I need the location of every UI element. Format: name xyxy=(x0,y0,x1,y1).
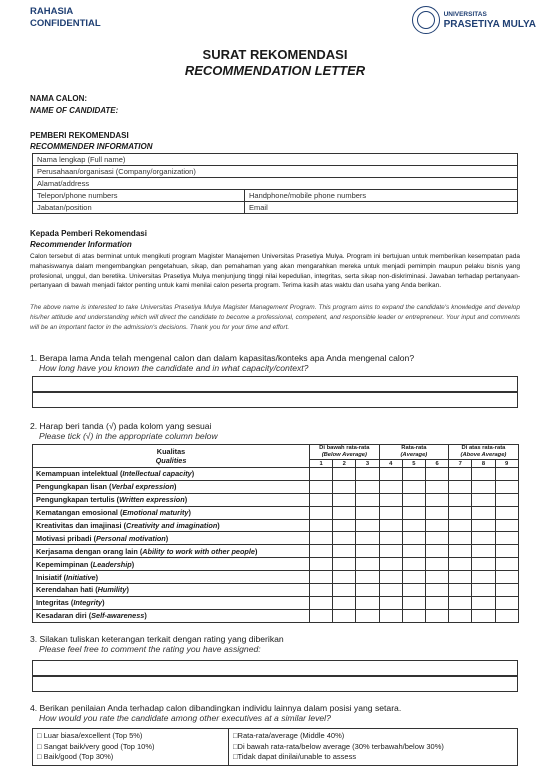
quality-label-en: Creativity and imagination xyxy=(126,521,218,530)
rating-checkbox-cell[interactable] xyxy=(356,519,379,532)
scale-number: 1 xyxy=(310,460,333,468)
rating-checkbox-cell[interactable] xyxy=(449,480,472,493)
scale-number: 2 xyxy=(333,460,356,468)
below-average-label: Di bawah rata-rata xyxy=(319,445,370,451)
rating-checkbox-cell[interactable] xyxy=(356,596,379,609)
position-field[interactable]: Jabatan/position xyxy=(33,202,245,214)
rating-checkbox-cell[interactable] xyxy=(333,558,356,571)
rating-checkbox-cell[interactable] xyxy=(402,584,425,597)
question-2-text-en: Please tick (√) in the appropriate column below xyxy=(39,431,218,441)
rating-checkbox-cell[interactable] xyxy=(425,558,448,571)
rating-checkbox-cell[interactable] xyxy=(495,558,518,571)
quality-label-id: Kreativitas dan imajinasi xyxy=(36,521,122,530)
rating-checkbox-cell[interactable] xyxy=(425,584,448,597)
scale-number: 8 xyxy=(472,460,495,468)
rating-checkbox-cell[interactable] xyxy=(425,596,448,609)
rating-checkbox-cell[interactable] xyxy=(333,532,356,545)
quality-label: Kerjasama dengan orang lain (Ability to work with other people) xyxy=(33,545,310,558)
question-2 xyxy=(30,421,218,441)
rating-checkbox-cell[interactable] xyxy=(310,519,333,532)
rating-checkbox-cell[interactable] xyxy=(449,596,472,609)
option-below-average[interactable]: □Di bawah rata-rata/below average (30% terbawah/below 30%) xyxy=(233,741,444,751)
page-title-en: RECOMMENDATION LETTER xyxy=(184,63,366,78)
question-3-answer-box-1[interactable] xyxy=(32,660,518,676)
confidential-label xyxy=(30,6,101,30)
rating-checkbox-cell[interactable] xyxy=(425,519,448,532)
rating-checkbox-cell[interactable] xyxy=(472,480,495,493)
scale-number: 4 xyxy=(379,460,402,468)
rating-options-right xyxy=(229,729,518,766)
rating-checkbox-cell[interactable] xyxy=(310,545,333,558)
quality-label-en: Integrity xyxy=(73,598,103,608)
rating-checkbox-cell[interactable] xyxy=(356,480,379,493)
rating-checkbox-cell[interactable] xyxy=(449,506,472,519)
above-average-label-en: (Above Average) xyxy=(460,452,507,458)
rating-checkbox-cell[interactable] xyxy=(356,532,379,545)
rating-checkbox-cell[interactable] xyxy=(425,571,448,584)
rating-checkbox-cell[interactable] xyxy=(472,532,495,545)
option-good[interactable]: □ Baik/good (Top 30%) xyxy=(37,752,114,761)
rating-checkbox-cell[interactable] xyxy=(472,571,495,584)
rating-checkbox-cell[interactable] xyxy=(472,545,495,558)
option-average[interactable]: □Rata-rata/average (Middle 40%) xyxy=(233,731,345,740)
rating-checkbox-cell[interactable] xyxy=(379,468,402,481)
below-average-header xyxy=(310,445,380,460)
quality-label: Kerendahan hati (Humility) xyxy=(33,584,310,597)
rating-checkbox-cell[interactable] xyxy=(402,609,425,622)
question-1-answer-box-2[interactable] xyxy=(32,392,518,408)
recommender-info-table xyxy=(32,153,518,214)
rating-checkbox-cell[interactable] xyxy=(379,571,402,584)
intro-paragraph: Calon tersebut di atas berminat untuk mengikuti program Magister Manajemen Universitas Prasetiya Mulya. Program ini bertujuan untuk memberikan kesempatan pada mahasiswanya dalam mengembangkan pengetahuan, sikap, dan pemahaman yang akan mengarahkan mereka untuk menjadi pemimpin maupun pelaku bisnis yang profesional, unggul, dan beretika. Universitas Prasetiya Mulya menjunjung tinggi nilai kepedulian, integritas, serta sikap non-diskriminasi. Jawaban terhadap pertanyaan-pertanyaan di bawah menjadi faktor penting untuk kami menilai calon peserta program. Terima kasih atas waktu dan usaha yang Anda berikan. xyxy=(30,253,520,290)
quality-label-en: Humility xyxy=(97,585,127,595)
rating-checkbox-cell[interactable] xyxy=(495,532,518,545)
rating-checkbox-cell[interactable] xyxy=(310,558,333,571)
quality-label-id: Kemampuan intelektual xyxy=(36,469,118,479)
rating-checkbox-cell[interactable] xyxy=(449,609,472,622)
rating-checkbox-cell[interactable] xyxy=(310,584,333,597)
rating-checkbox-cell[interactable] xyxy=(425,480,448,493)
question-1-answer-box-1[interactable] xyxy=(32,376,518,392)
rating-checkbox-cell[interactable] xyxy=(379,519,402,532)
quality-label-en: Ability to work with other people xyxy=(142,546,255,556)
intro-heading: Kepada Pemberi Rekomendasi xyxy=(30,229,147,238)
rating-checkbox-cell[interactable] xyxy=(402,558,425,571)
rating-checkbox-cell[interactable] xyxy=(333,519,356,532)
quality-label-id: Pengungkapan tertulis xyxy=(36,495,115,505)
scale-number: 6 xyxy=(425,460,448,468)
quality-label-en: Leadership xyxy=(92,559,132,569)
rating-checkbox-cell[interactable] xyxy=(449,468,472,481)
quality-label: Pengungkapan lisan (Verbal expression) xyxy=(33,480,310,493)
rating-checkbox-cell[interactable] xyxy=(356,468,379,481)
rating-checkbox-cell[interactable] xyxy=(310,596,333,609)
page-title: SURAT REKOMENDASI xyxy=(202,47,348,62)
quality-row xyxy=(33,545,519,558)
quality-label: Motivasi pribadi (Personal motivation) xyxy=(33,532,310,545)
question-4 xyxy=(30,703,401,723)
rating-checkbox-cell[interactable] xyxy=(425,506,448,519)
average-label-en: (Average) xyxy=(400,452,428,458)
quality-row xyxy=(33,532,519,545)
full-name-field[interactable]: Nama lengkap (Full name) xyxy=(33,154,518,166)
logo-line-1: UNIVERSITAS xyxy=(443,10,487,18)
rating-checkbox-cell[interactable] xyxy=(449,545,472,558)
quality-label-en: Intellectual capacity xyxy=(122,469,192,479)
above-average-label: Di atas rata-rata xyxy=(461,445,506,451)
rating-checkbox-cell[interactable] xyxy=(495,609,518,622)
quality-label-id: Kepemimpinan xyxy=(36,559,89,569)
quality-row xyxy=(33,506,519,519)
rating-checkbox-cell[interactable] xyxy=(379,558,402,571)
rating-checkbox-cell[interactable] xyxy=(379,584,402,597)
rating-checkbox-cell[interactable] xyxy=(402,506,425,519)
question-1-text: 1. Berapa lama Anda telah mengenal calon dan dalam kapasitas/konteks apa Anda mengenal calon? xyxy=(30,353,415,363)
question-4-text: 4. Berikan penilaian Anda terhadap calon dibandingkan individu lainnya dalam posisi yang setara. xyxy=(30,703,402,713)
rating-checkbox-cell[interactable] xyxy=(356,584,379,597)
phone-field[interactable]: Telepon/phone numbers xyxy=(33,190,245,202)
rating-checkbox-cell[interactable] xyxy=(472,519,495,532)
quality-row xyxy=(33,493,519,506)
rating-checkbox-cell[interactable] xyxy=(333,480,356,493)
rating-checkbox-cell[interactable] xyxy=(333,609,356,622)
option-excellent[interactable]: □ Luar biasa/excellent (Top 5%) xyxy=(37,731,143,740)
quality-label: Kematangan emosional (Emotional maturity) xyxy=(33,506,310,519)
rating-checkbox-cell[interactable] xyxy=(472,468,495,481)
rating-checkbox-cell[interactable] xyxy=(402,571,425,584)
quality-label: Pengungkapan tertulis (Written expression) xyxy=(33,493,310,506)
recommender-label: PEMBERI REKOMENDASI xyxy=(30,131,129,140)
rating-checkbox-cell[interactable] xyxy=(425,532,448,545)
quality-row xyxy=(33,468,519,481)
scale-number: 7 xyxy=(449,460,472,468)
quality-label-id: Kerendahan hati xyxy=(36,585,94,595)
logo-line-2: PRASETIYA MULYA xyxy=(443,18,536,30)
quality-label-en: Emotional maturity xyxy=(122,508,189,518)
quality-label-id: Kerjasama dengan orang lain xyxy=(36,546,138,556)
quality-label: Kepemimpinan (Leadership) xyxy=(33,558,310,571)
question-3-text-en: Please feel free to comment the rating you have assigned: xyxy=(39,644,261,654)
rating-checkbox-cell[interactable] xyxy=(333,468,356,481)
rating-checkbox-cell[interactable] xyxy=(379,545,402,558)
rating-checkbox-cell[interactable] xyxy=(449,493,472,506)
rating-checkbox-cell[interactable] xyxy=(495,493,518,506)
rating-checkbox-cell[interactable] xyxy=(495,519,518,532)
scale-number: 9 xyxy=(495,460,518,468)
rating-checkbox-cell[interactable] xyxy=(402,480,425,493)
candidate-label-en: NAME OF CANDIDATE: xyxy=(30,106,119,115)
rating-checkbox-cell[interactable] xyxy=(379,609,402,622)
address-field[interactable]: Alamat/address xyxy=(33,178,518,190)
quality-label-id: Kematangan emosional xyxy=(36,508,118,518)
quality-label: Inisiatif (Initiative) xyxy=(33,571,310,584)
university-logo xyxy=(412,6,536,34)
email-field[interactable]: Email xyxy=(245,202,518,214)
rating-checkbox-cell[interactable] xyxy=(379,480,402,493)
university-seal-icon xyxy=(412,6,440,34)
rating-checkbox-cell[interactable] xyxy=(472,596,495,609)
average-header xyxy=(379,445,449,460)
rating-checkbox-cell[interactable] xyxy=(333,584,356,597)
confidential-label-en: CONFIDENTIAL xyxy=(30,18,101,29)
qualities-header xyxy=(33,445,310,468)
rating-checkbox-cell[interactable] xyxy=(356,506,379,519)
above-average-header xyxy=(449,445,519,460)
rating-checkbox-cell[interactable] xyxy=(472,493,495,506)
quality-label: Kesadaran diri (Self-awareness) xyxy=(33,609,310,622)
rating-checkbox-cell[interactable] xyxy=(379,532,402,545)
rating-checkbox-cell[interactable] xyxy=(356,545,379,558)
scale-number: 5 xyxy=(402,460,425,468)
rating-checkbox-cell[interactable] xyxy=(379,596,402,609)
rating-checkbox-cell[interactable] xyxy=(402,545,425,558)
quality-label-en: Written expression xyxy=(119,495,185,505)
quality-label-en: Self-awareness xyxy=(91,611,145,621)
rating-checkbox-cell[interactable] xyxy=(310,609,333,622)
quality-label: Kreativitas dan imajinasi (Creativity and imagination) xyxy=(33,519,310,532)
rating-checkbox-cell[interactable] xyxy=(449,558,472,571)
question-3-text: 3. Silakan tuliskan keterangan terkait dengan rating yang diberikan xyxy=(30,634,284,644)
quality-label-en: Verbal expression xyxy=(111,482,175,492)
rating-checkbox-cell[interactable] xyxy=(333,545,356,558)
qualities-header-en: Qualities xyxy=(155,456,187,465)
quality-label-id: Inisiatif xyxy=(36,572,62,582)
rating-checkbox-cell[interactable] xyxy=(310,468,333,481)
question-3-answer-box-2[interactable] xyxy=(32,676,518,692)
rating-checkbox-cell[interactable] xyxy=(402,532,425,545)
rating-checkbox-cell[interactable] xyxy=(472,506,495,519)
rating-checkbox-cell[interactable] xyxy=(472,558,495,571)
rating-checkbox-cell[interactable] xyxy=(425,609,448,622)
rating-checkbox-cell[interactable] xyxy=(402,493,425,506)
quality-label-id: Kesadaran diri xyxy=(36,611,87,621)
quality-label: Integritas (Integrity) xyxy=(33,596,310,609)
quality-row xyxy=(33,558,519,571)
intro-paragraph-en: The above name is interested to take Universitas Prasetiya Mulya Magister Management Program. This program aims to expand the candidate's knowledge and develop his/her attitude and understanding which will direct the candidate to become a professional, competent, and responsible leader or entrepreneur. Your input and comments will be an important factor in the admission's decisions. Thank you for your time and effort. xyxy=(30,304,520,331)
quality-label-id: Motivasi pribadi xyxy=(36,533,92,543)
rating-checkbox-cell[interactable] xyxy=(449,532,472,545)
rating-checkbox-cell[interactable] xyxy=(333,506,356,519)
quality-row xyxy=(33,519,519,532)
rating-checkbox-cell[interactable] xyxy=(356,571,379,584)
rating-checkbox-cell[interactable] xyxy=(356,609,379,622)
rating-checkbox-cell[interactable] xyxy=(425,468,448,481)
rating-checkbox-cell[interactable] xyxy=(402,596,425,609)
rating-checkbox-cell[interactable] xyxy=(472,609,495,622)
quality-row xyxy=(33,584,519,597)
question-3 xyxy=(30,634,284,654)
rating-checkbox-cell[interactable] xyxy=(379,506,402,519)
quality-label: Kemampuan intelektual (Intellectual capacity) xyxy=(33,468,310,481)
rating-checkbox-cell[interactable] xyxy=(495,480,518,493)
rating-options-left xyxy=(33,729,229,766)
below-average-label-en: (Below Average) xyxy=(321,452,367,458)
rating-checkbox-cell[interactable] xyxy=(310,493,333,506)
rating-checkbox-cell[interactable] xyxy=(402,468,425,481)
quality-row xyxy=(33,596,519,609)
rating-checkbox-cell[interactable] xyxy=(495,571,518,584)
question-4-text-en: How would you rate the candidate among other executives at a similar level? xyxy=(39,713,331,723)
rating-checkbox-cell[interactable] xyxy=(495,584,518,597)
average-label: Rata-rata xyxy=(401,445,427,451)
scale-number: 3 xyxy=(356,460,379,468)
question-1 xyxy=(30,353,414,373)
company-field[interactable]: Perusahaan/organisasi (Company/organization) xyxy=(33,166,518,178)
rating-checkbox-cell[interactable] xyxy=(472,584,495,597)
rating-checkbox-cell[interactable] xyxy=(310,571,333,584)
quality-label-en: Personal motivation xyxy=(96,533,166,543)
option-very-good[interactable]: □ Sangat baik/very good (Top 10%) xyxy=(37,741,155,751)
rating-checkbox-cell[interactable] xyxy=(449,519,472,532)
qualities-rating-table xyxy=(32,444,519,623)
rating-checkbox-cell[interactable] xyxy=(495,596,518,609)
rating-checkbox-cell[interactable] xyxy=(333,571,356,584)
confidential-label-id: RAHASIA xyxy=(30,6,74,17)
quality-label-id: Integritas xyxy=(36,598,69,608)
question-1-text-en: How long have you known the candidate and in what capacity/context? xyxy=(39,363,309,373)
rating-checkbox-cell[interactable] xyxy=(310,532,333,545)
qualities-header-id: Kualitas xyxy=(156,447,186,456)
quality-row xyxy=(33,571,519,584)
candidate-label: NAMA CALON: xyxy=(30,94,88,103)
rating-options-table xyxy=(32,728,518,766)
quality-label-id: Pengungkapan lisan xyxy=(36,482,107,492)
recommender-label-en: RECOMMENDER INFORMATION xyxy=(30,142,153,151)
intro-heading-en: Recommender Information xyxy=(30,240,132,249)
rating-checkbox-cell[interactable] xyxy=(310,506,333,519)
rating-checkbox-cell[interactable] xyxy=(425,493,448,506)
rating-checkbox-cell[interactable] xyxy=(449,571,472,584)
rating-checkbox-cell[interactable] xyxy=(495,506,518,519)
quality-label-en: Initiative xyxy=(66,572,96,582)
rating-checkbox-cell[interactable] xyxy=(495,468,518,481)
rating-checkbox-cell[interactable] xyxy=(333,493,356,506)
rating-checkbox-cell[interactable] xyxy=(356,493,379,506)
rating-checkbox-cell[interactable] xyxy=(425,545,448,558)
rating-checkbox-cell[interactable] xyxy=(356,558,379,571)
quality-row xyxy=(33,609,519,622)
rating-checkbox-cell[interactable] xyxy=(449,584,472,597)
rating-checkbox-cell[interactable] xyxy=(495,545,518,558)
question-2-text: 2. Harap beri tanda (√) pada kolom yang sesuai xyxy=(30,421,212,431)
rating-checkbox-cell[interactable] xyxy=(333,596,356,609)
rating-checkbox-cell[interactable] xyxy=(379,493,402,506)
rating-checkbox-cell[interactable] xyxy=(402,519,425,532)
rating-checkbox-cell[interactable] xyxy=(310,480,333,493)
mobile-phone-field[interactable]: Handphone/mobile phone numbers xyxy=(245,190,518,202)
option-unable-to-assess[interactable]: □Tidak dapat dinilai/unable to assess xyxy=(233,752,357,761)
quality-row xyxy=(33,480,519,493)
